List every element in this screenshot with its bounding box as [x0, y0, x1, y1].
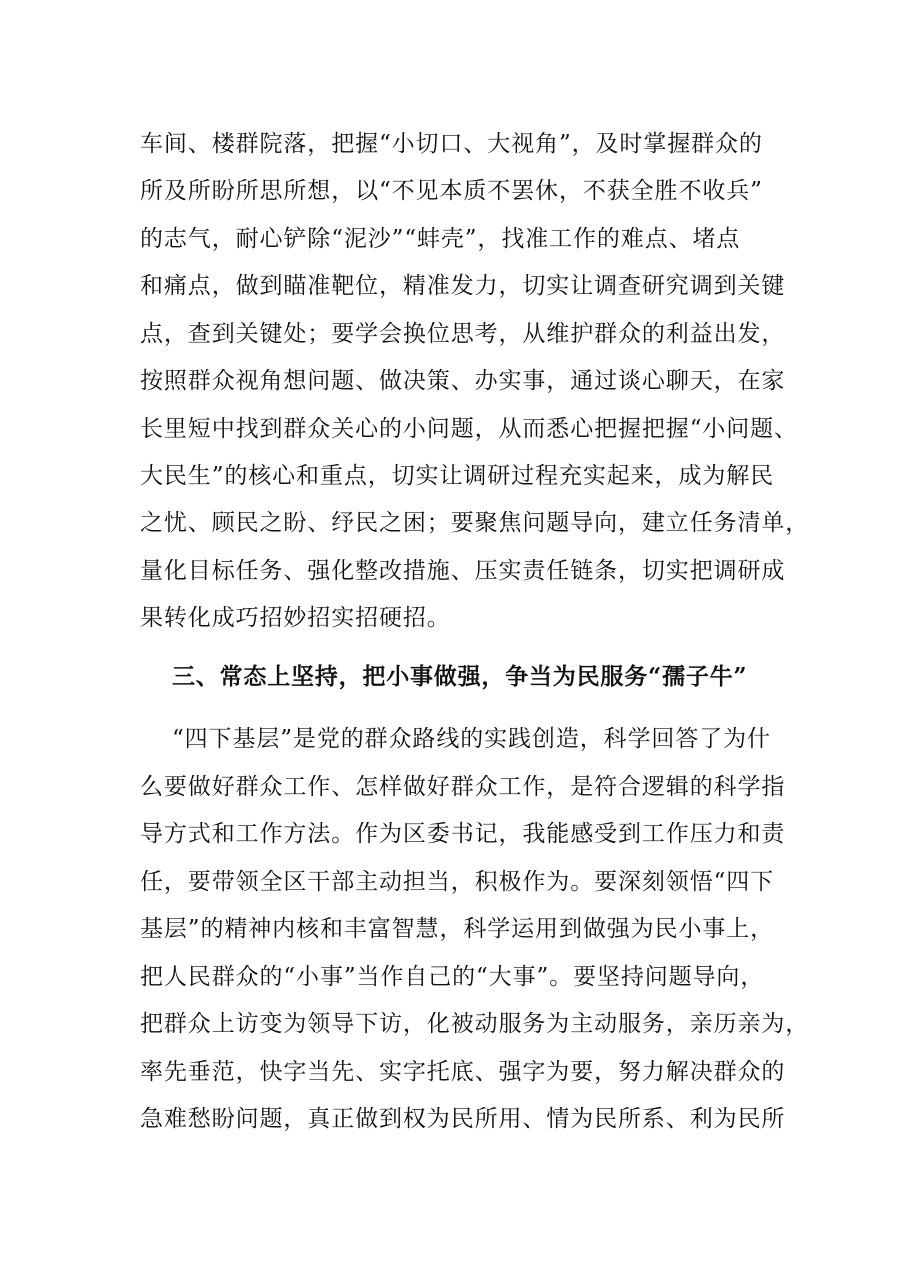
paragraph-1-line: 点，查到关键处；要学会换位思考，从维护群众的利益出发， — [140, 321, 786, 347]
paragraph-2-line: 基层”的精神内核和丰富智慧，科学运用到做强为民小事上， — [140, 916, 775, 942]
paragraph-2-line: 把群众上访变为领导下访，化被动服务为主动服务，亲历亲为， — [140, 1011, 810, 1037]
paragraph-1-line: 大民生”的核心和重点，切实让调研过程充实起来，成为解民 — [140, 463, 775, 489]
paragraph-1-line: 果转化成巧招妙招实招硬招。 — [140, 605, 451, 631]
paragraph-2-line: 急难愁盼问题，真正做到权为民所用、情为民所系、利为民所 — [140, 1106, 786, 1132]
paragraph-2-line: 么要做好群众工作、怎样做好群众工作，是符合逻辑的科学指 — [140, 774, 786, 800]
paragraph-2-line: 率先垂范，快字当先、实字托底、强字为要，努力解决群众的 — [140, 1059, 786, 1085]
paragraph-1-line: 的志气，耐心铲除“泥沙”“蚌壳”，找准工作的难点、堵点 — [140, 226, 741, 252]
paragraph-2-line: 任，要带领全区干部主动担当，积极作为。要深刻领悟“四下 — [140, 869, 775, 895]
paragraph-2-line: 导方式和工作方法。作为区委书记，我能感受到工作压力和责 — [140, 821, 786, 847]
paragraph-2-line: 把人民群众的“小事”当作自己的“大事”。要坚持问题导向， — [140, 964, 765, 990]
paragraph-1-line: 和痛点，做到瞄准靶位，精准发力，切实让调查研究调到关键 — [140, 273, 786, 299]
paragraph-1-line: 之忧、顾民之盼、纾民之困；要聚焦问题导向，建立任务清单， — [140, 510, 810, 536]
paragraph-1-line: 按照群众视角想问题、做决策、办实事，通过谈心聊天，在家 — [140, 368, 786, 394]
paragraph-1-line: 长里短中找到群众关心的小问题，从而悉心把握把握“小问题、 — [140, 416, 798, 442]
paragraph-1-line: 所及所盼所思所想，以“不见本质不罢休，不获全胜不收兵” — [140, 178, 763, 204]
paragraph-1-line: 车间、楼群院落，把握“小切口、大视角”，及时掌握群众的 — [140, 131, 763, 157]
paragraph-1-line: 量化目标任务、强化整改措施、压实责任链条，切实把调研成 — [140, 558, 786, 584]
section-heading: 三、常态上坚持，把小事做强，争当为民服务“孺子牛” — [172, 663, 748, 690]
paragraph-2-line: “四下基层”是党的群众路线的实践创造，科学回答了为什 — [172, 726, 771, 752]
